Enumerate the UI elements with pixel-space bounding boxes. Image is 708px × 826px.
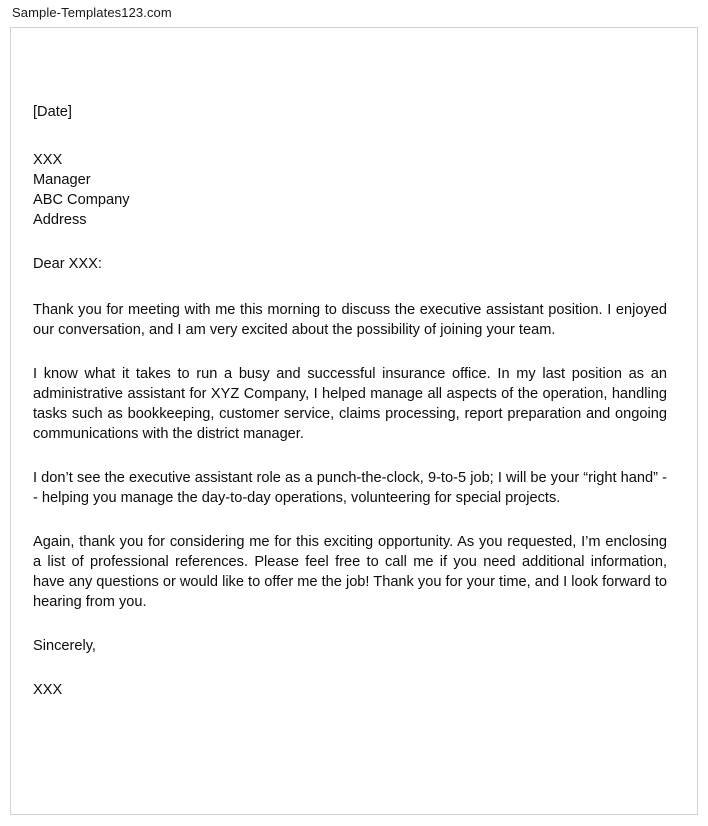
signature-name: XXX	[33, 682, 63, 698]
body-paragraph-1: Thank you for meeting with me this morning to discuss the executive assistant position. I enjoyed our conversation, and I am very excited about the possibility of joining your team.	[33, 302, 672, 338]
letter-sheet	[10, 27, 698, 815]
site-credit-watermark: Sample-Templates123.com	[12, 5, 172, 20]
recipient-address-block	[33, 150, 667, 230]
letter-body	[33, 102, 672, 700]
recipient-title: Manager	[33, 172, 91, 188]
body-paragraph-2: I know what it takes to run a busy and successful insurance office. In my last position as an administrative assistant for XYZ Company, I helped manage all aspects of the operation, handling tasks such as bookkeeping, customer service, claims processing, report preparation and ongoing communications with the district manager.	[33, 366, 672, 442]
body-paragraph-4: Again, thank you for considering me for this exciting opportunity. As you requested, I’m enclosing a list of professional references. Please feel free to call me if you need additional information, have any questions or would like to offer me the job! Thank you for your time, and I look forward to hearing from you.	[33, 534, 672, 610]
salutation: Dear XXX:	[33, 256, 102, 272]
recipient-company: ABC Company	[33, 192, 130, 208]
date-placeholder: [Date]	[33, 104, 72, 120]
recipient-name: XXX	[33, 152, 63, 168]
closing-salutation: Sincerely,	[33, 638, 96, 654]
recipient-address: Address	[33, 212, 87, 228]
body-paragraph-3: I don’t see the executive assistant role as a punch-the-clock, 9-to-5 job; I will be your “right hand” -- helping you manage the day-to-day operations, volunteering for special projects.	[33, 470, 667, 506]
